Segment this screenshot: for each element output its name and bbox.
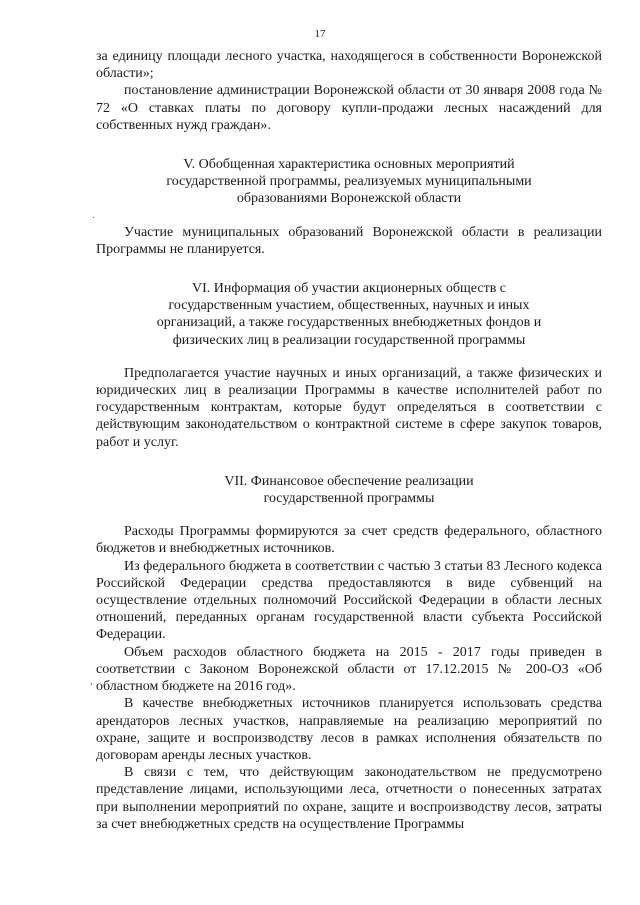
section-6-title-line: организаций, а также государственных внебюджетных фондов и: [156, 315, 542, 331]
page-number: 17: [314, 28, 326, 40]
intro-paragraph-2: постановление администрации Воронежской области от 30 января 2008 года № 72 «О ставках платы по договору купли-продажи лесных насаждений для собственных нужд граждан».: [96, 83, 602, 133]
section-7-paragraph-1: Расходы Программы формируются за счет средств федерального, областного бюджетов и внебюджетных источников.: [96, 524, 602, 557]
section-5-title-line: образованиями Воронежской области: [236, 191, 462, 207]
section-6-title-line: VI. Информация об участии акционерных обществ с: [191, 281, 507, 297]
section-5-heading: [96, 156, 602, 208]
section-7-paragraph-2: Из федерального бюджета в соответствии с частью 3 статьи 83 Лесного кодекса Российской Федерации средства предоставляются в виде субвенций на осуществление отдельных полномочий Российской Федерации в области лесных отношений, переданных органам государственной власти субъекта Российской Федерации.: [96, 558, 602, 643]
section-7-title-line: государственной программы: [263, 491, 435, 507]
section-7-paragraph-5: В связи с тем, что действующим законодательством не предусмотрено представление лицами, использующими леса, отчетности о понесенных затратах при выполнении мероприятий по охране, защите и воспроизводству лесов, затраты за счет внебюджетных средств на осуществление Программы: [96, 765, 602, 832]
section-5-title-line: V. Обобщенная характеристика основных мероприятий: [183, 157, 515, 173]
scan-mark: ,: [90, 676, 93, 687]
scan-mark: .: [92, 210, 95, 221]
intro-paragraph-1: за единицу площади лесного участка, находящегося в собственности Воронежской области»;: [96, 49, 602, 82]
section-6-paragraph: Предполагается участие научных и иных организаций, а также физических и юридических лиц в реализации Программы в качестве исполнителей работ по государственным контрактам, которые будут определяться в соответствии с действующим законодательством о контрактной системе в сфере закупок товаров, работ и услуг.: [96, 365, 602, 450]
section-7-heading: [96, 473, 602, 507]
section-6-title-line: государственным участием, общественных, научных и иных: [168, 298, 530, 314]
section-5-title-line: государственной программы, реализуемых муниципальными: [166, 174, 532, 190]
section-7-title-line: VII. Финансовое обеспечение реализации: [224, 473, 474, 489]
section-6-heading: [96, 280, 602, 349]
section-7-paragraph-4: В качестве внебюджетных источников планируется использовать средства арендаторов лесных участков, направляемые на реализацию мероприятий по охране, защите и воспроизводству лесов в рамках исполнения обязательств по договорам аренды лесных участков.: [96, 696, 602, 763]
section-7-paragraph-3: Объем расходов областного бюджета на 2015 - 2017 годы приведен в соответствии с Законом Воронежской области от 17.12.2015 № 200-ОЗ «Об областном бюджете на 2016 год».: [96, 644, 602, 695]
document-body: [96, 48, 602, 833]
section-6-title-line: физических лиц в реализации государственной программы: [172, 332, 526, 348]
section-5-paragraph: Участие муниципальных образований Воронежской области в реализации Программы не планируется.: [96, 224, 602, 257]
